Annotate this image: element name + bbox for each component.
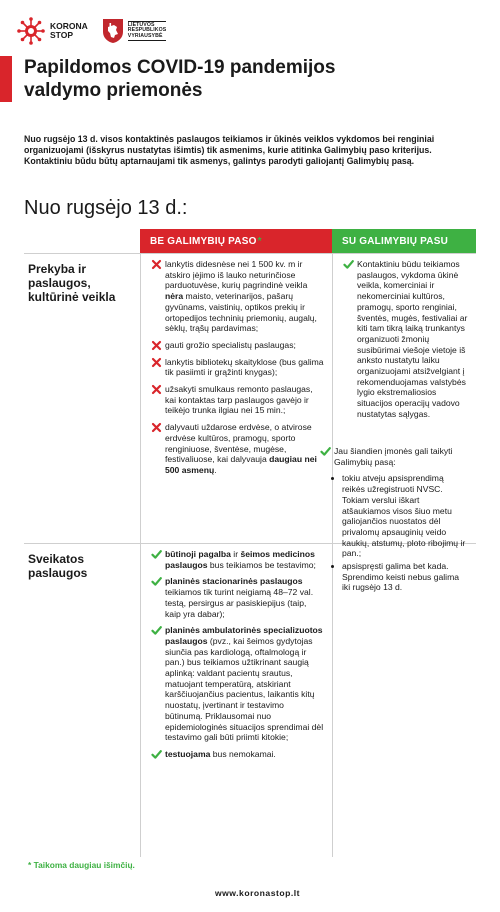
virus-icon — [16, 16, 46, 46]
cross-icon — [151, 422, 162, 433]
website-link[interactable]: www.koronastop.lt — [214, 888, 300, 898]
header-without-pass — [140, 229, 332, 253]
list-item: apsispręsti galima bet kada. Sprendimo keisti nebus galima iki rugsėjo 13 d. — [320, 561, 466, 593]
korona-stop-logo — [16, 16, 88, 46]
check-icon — [343, 259, 354, 270]
header-with-pass — [332, 229, 476, 253]
list-item: planinės ambulatorinės specializuotos paslaugos (pvz., kai šeimos gydytojas siunčia pas kardiologą, oftalmologą ir pan.) bus teikiamos užtikrinant saugią aplinką: valdant pacientų srautus, matuojant temperatūrą, atskiriant karščiuojančius pacientus, laikantis kitų nuostatų, įvertinant ir testavimo būtinumą. Priklausomai nuo epidemiologinės situacijos sprendimai dėl testavimo gali būti priimti kitokie; — [151, 625, 324, 743]
date-heading: Nuo rugsėjo 13 d.: — [24, 197, 188, 219]
category-trade: Prekyba ir paslaugos, kultūrinė veikla — [28, 262, 116, 304]
list-item: Kontaktiniu būdu teikiamos paslaugos, vykdoma ūkinė veikla, komerciniai ir nekomerciniai kultūros, pramogų, sporto renginiai, šventės, mugės, festivaliai ar kiti tam tikrą laiką trunkantys organizuoti žmonių susibūrimai viešoje vietoje iš anksto nustatytu laiku organizuojami atsižvelgiant į rekomenduojamas valstybės lygio ekstremaliosios situacijos operacijų vadovo nustatytas sąlygas. — [343, 259, 472, 420]
korona-word: KORONA — [50, 21, 88, 31]
title-line-2: valdymo priemonės — [24, 80, 203, 101]
check-icon — [151, 549, 162, 560]
health-without-pass — [140, 544, 332, 857]
with-pass-extra — [320, 446, 466, 595]
header — [16, 14, 166, 48]
check-icon — [151, 625, 162, 636]
list-item: lankytis bibliotekų skaityklose (bus galima tik pasiimti ir grąžinti knygas); — [151, 357, 324, 378]
category-health: Sveikatos paslaugos — [28, 552, 88, 580]
list-item: tokiu atveju apsisprendimą reikės užregistruoti NVSC. Tokiam verslui iškart atšaukiamos visos šiuo metu galiojančios nuostatos dėl privalomų apsauginių veido kaukių, atstumų, ploto ribojimų ir pan.; — [320, 473, 466, 559]
cross-icon — [151, 340, 162, 351]
check-icon — [320, 446, 331, 457]
header-with-label: SU GALIMYBIŲ PASU — [342, 235, 448, 247]
title-accent-bar — [0, 56, 12, 102]
cross-icon — [151, 357, 162, 368]
list-item: gauti grožio specialistų paslaugas; — [151, 340, 324, 351]
coat-of-arms-icon — [102, 18, 124, 44]
list-item: būtinoji pagalba ir šeimos medicinos paslaugos bus teikiamos be testavimo; — [151, 549, 324, 570]
list-item: dalyvauti uždarose erdvėse, o atvirose erdvėse kultūros, pramogų, sporto renginiuose, šventėse, mugėse, festivaliuose, kai dalyvauja daugiau nei 500 asmenų. — [151, 422, 324, 476]
page-title — [24, 56, 484, 102]
government-logo — [102, 18, 167, 44]
stop-word: STOP — [50, 30, 73, 40]
list-item: užsakyti smulkaus remonto paslaugas, kai kontaktas tarp paslaugos gavėjo ir teikėjo trunka ilgiau nei 15 min.; — [151, 384, 324, 416]
list-item: lankytis didesnėse nei 1 500 kv. m ir atskiro įėjimo iš lauko neturinčiose parduotuvėse, kurių pagrindinė veikla nėra maisto, veterinarijos, pašarų gyvūnams, vaistinių, optikos prekių ir ortopedijos techninių priemonių, augalų, sėklų, trąšų pardavimas; — [151, 259, 324, 334]
cross-icon — [151, 384, 162, 395]
title-line-1: Papildomos COVID-19 pandemijos — [24, 57, 336, 78]
list-item: planinės stacionarinės paslaugos teikiamos tik turint neigiamą 48–72 val. testą, persirgus ar pasiskiepijus (taip, kaip yra dabar); — [151, 576, 324, 619]
footnote: * Taikoma daugiau išimčių. — [28, 860, 135, 870]
check-icon — [151, 576, 162, 587]
trade-without-pass — [140, 254, 332, 543]
cross-icon — [151, 259, 162, 270]
gov-line-2: RESPUBLIKOS — [127, 27, 167, 34]
gov-line-3: VYRIAUSYBĖ — [127, 32, 163, 39]
table-header — [24, 229, 476, 253]
list-item: testuojama bus nemokamai. — [151, 749, 324, 760]
header-star: * — [257, 235, 262, 247]
gov-line-1: LIETUVOS — [127, 21, 155, 28]
list-item: Jau šiandien įmonės gali taikyti Galimybių pasą: — [320, 446, 466, 467]
check-icon — [151, 749, 162, 760]
header-without-label: BE GALIMYBIŲ PASO — [150, 235, 257, 247]
intro-paragraph: Nuo rugsėjo 13 d. visos kontaktinės paslaugos teikiamos ir ūkinės veiklos vykdomos bei renginiai organizuojami (išskyrus nustatytas išimtis) tik asmenims, kurie atitinka Galimybių paso kriterijus. Kontaktiniu būdu būtų aptarnaujami tik asmenys, galintys parodyti galiojantį Galimybių pasą. — [24, 134, 435, 167]
header-empty-cell — [24, 229, 140, 253]
